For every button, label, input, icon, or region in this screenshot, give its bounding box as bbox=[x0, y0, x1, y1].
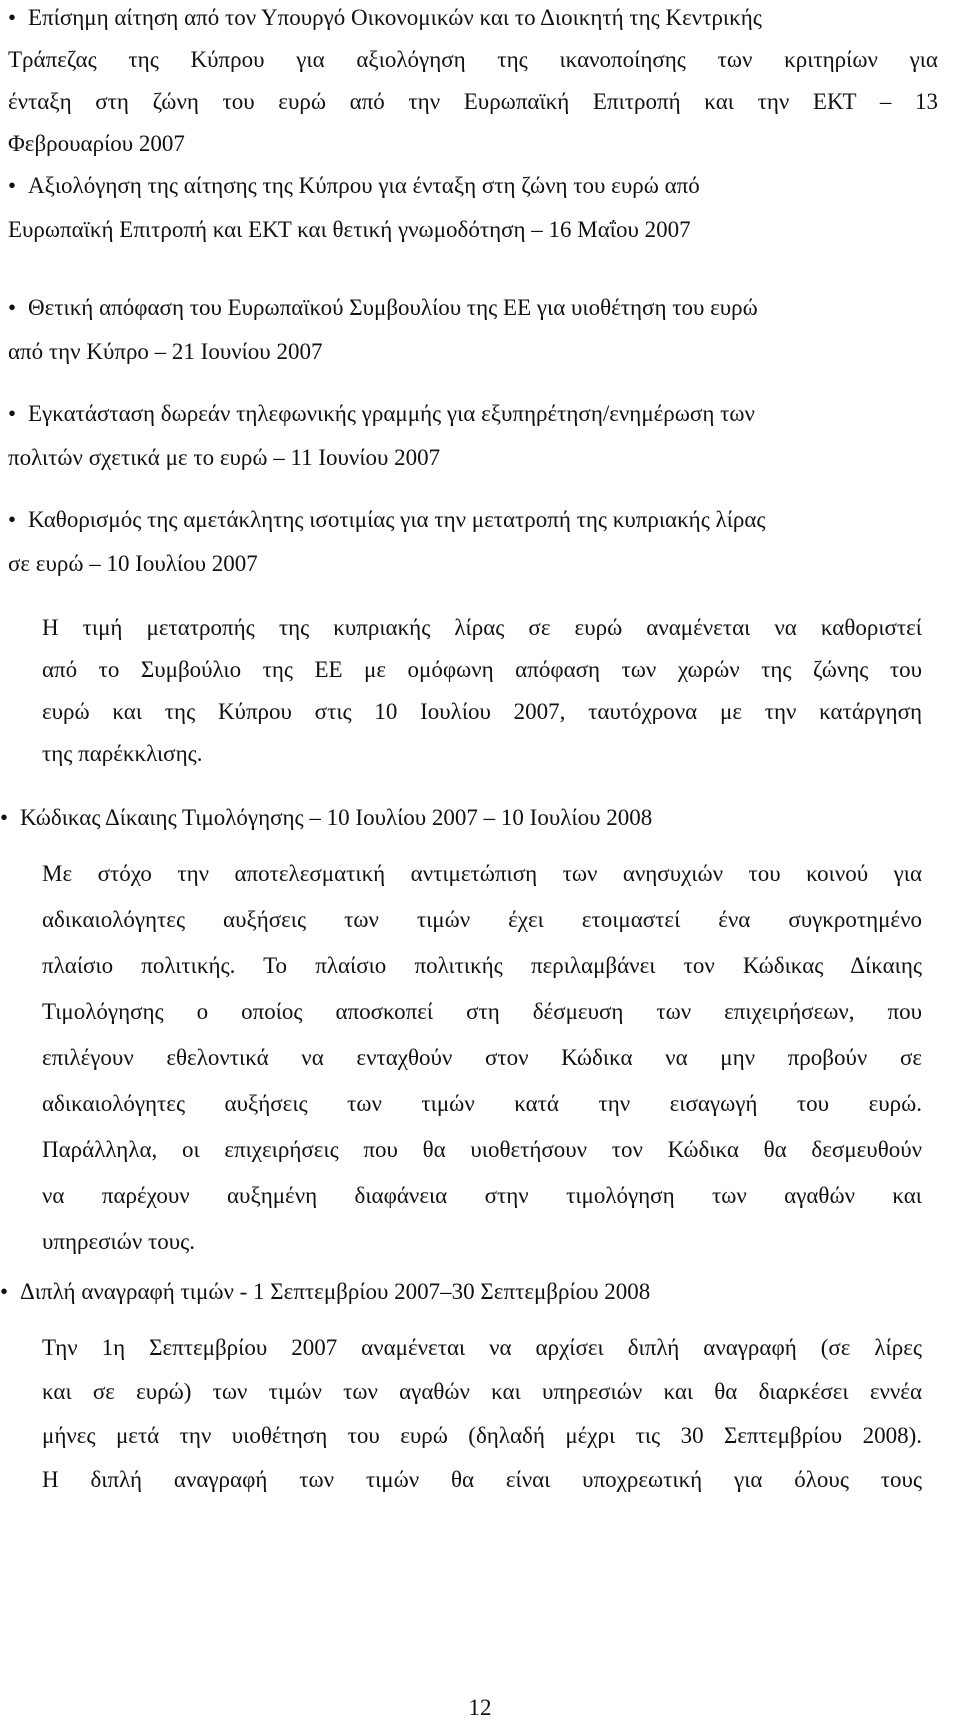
list-item-text: Φεβρουαρίου 2007 bbox=[8, 131, 185, 156]
bullet-icon: • bbox=[0, 1279, 9, 1304]
list-item-text: από την Κύπρο – 21 Ιουνίου 2007 bbox=[8, 339, 323, 364]
paragraph-line: επιλέγουν εθελοντικά να ενταχθούν στον Κώδικα να μην προβούν σε bbox=[42, 1045, 922, 1070]
section-heading-text: Διπλή αναγραφή τιμών - 1 Σεπτεμβρίου 2007–30 Σεπτεμβρίου 2008 bbox=[20, 1279, 651, 1304]
bullet-icon: • bbox=[8, 401, 17, 426]
paragraph-line: και σε ευρώ) των τιμών των αγαθών και υπηρεσιών και θα διαρκέσει εννέα bbox=[42, 1379, 922, 1404]
list-item-text: Ευρωπαϊκή Επιτροπή και ΕΚΤ και θετική γνωμοδότηση – 16 Μαΐου 2007 bbox=[8, 217, 691, 242]
paragraph-line: αδικαιολόγητες αυξήσεις των τιμών έχει ετοιμαστεί ένα συγκροτημένο bbox=[42, 907, 922, 932]
list-item-text: σε ευρώ – 10 Ιουλίου 2007 bbox=[8, 551, 258, 576]
section-heading-text: Κώδικας Δίκαιης Τιμολόγησης – 10 Ιουλίου 2007 – 10 Ιουλίου 2008 bbox=[20, 805, 653, 830]
list-item-text: ένταξη στη ζώνη του ευρώ από την Ευρωπαϊκή Επιτροπή και την ΕΚΤ – 13 bbox=[8, 89, 938, 114]
paragraph-line: να παρέχουν αυξημένη διαφάνεια στην τιμολόγηση των αγαθών και bbox=[42, 1183, 922, 1208]
paragraph-line: της παρέκκλισης. bbox=[42, 741, 203, 766]
list-item-text: Καθορισμός της αμετάκλητης ισοτιμίας για την μετατροπή της κυπριακής λίρας bbox=[28, 507, 766, 532]
paragraph-line: αδικαιολόγητες αυξήσεις των τιμών κατά την εισαγωγή του ευρώ. bbox=[42, 1091, 922, 1116]
paragraph-line: πλαίσιο πολιτικής. Το πλαίσιο πολιτικής περιλαμβάνει τον Κώδικας Δίκαιης bbox=[42, 953, 922, 978]
list-item-text: Αξιολόγηση της αίτησης της Κύπρου για ένταξη στη ζώνη του ευρώ από bbox=[28, 173, 700, 198]
paragraph-line: Την 1η Σεπτεμβρίου 2007 αναμένεται να αρχίσει διπλή αναγραφή (σε λίρες bbox=[42, 1335, 922, 1360]
bullet-icon: • bbox=[0, 805, 9, 830]
list-item-text: Τράπεζας της Κύπρου για αξιολόγηση της ικανοποίησης των κριτηρίων για bbox=[8, 47, 938, 72]
paragraph-line: Με στόχο την αποτελεσματική αντιμετώπιση των ανησυχιών του κοινού για bbox=[42, 861, 922, 886]
paragraph-line: Η τιμή μετατροπής της κυπριακής λίρας σε ευρώ αναμένεται να καθοριστεί bbox=[42, 615, 922, 640]
bullet-icon: • bbox=[8, 173, 17, 198]
paragraph-line: ευρώ και της Κύπρου στις 10 Ιουλίου 2007, ταυτόχρονα με την κατάργηση bbox=[42, 699, 922, 724]
paragraph-line: μήνες μετά την υιοθέτηση του ευρώ (δηλαδή μέχρι τις 30 Σεπτεμβρίου 2008). bbox=[42, 1423, 922, 1448]
list-item-text: Εγκατάσταση δωρεάν τηλεφωνικής γραμμής για εξυπηρέτηση/ενημέρωση των bbox=[28, 401, 755, 426]
page-number: 12 bbox=[468, 1695, 492, 1720]
paragraph-line: Παράλληλα, οι επιχειρήσεις που θα υιοθετήσουν τον Κώδικα θα δεσμευθούν bbox=[42, 1137, 922, 1162]
bullet-icon: • bbox=[8, 507, 17, 532]
paragraph-line: από το Συμβούλιο της ΕΕ με ομόφωνη απόφαση των χωρών της ζώνης του bbox=[42, 657, 922, 682]
list-item-text: πολιτών σχετικά με το ευρώ – 11 Ιουνίου 2007 bbox=[8, 445, 441, 470]
paragraph-line: υπηρεσιών τους. bbox=[42, 1229, 196, 1254]
paragraph-line: Η διπλή αναγραφή των τιμών θα είναι υποχρεωτική για όλους τους bbox=[42, 1467, 922, 1492]
bullet-icon: • bbox=[8, 5, 17, 30]
list-item-text: Επίσημη αίτηση από τον Υπουργό Οικονομικών και το Διοικητή της Κεντρικής bbox=[28, 5, 762, 30]
list-item-text: Θετική απόφαση του Ευρωπαϊκού Συμβουλίου της ΕΕ για υιοθέτηση του ευρώ bbox=[28, 295, 758, 320]
paragraph-line: Τιμολόγησης ο οποίος αποσκοπεί στη δέσμευση των επιχειρήσεων, που bbox=[42, 999, 922, 1024]
bullet-icon: • bbox=[8, 295, 17, 320]
